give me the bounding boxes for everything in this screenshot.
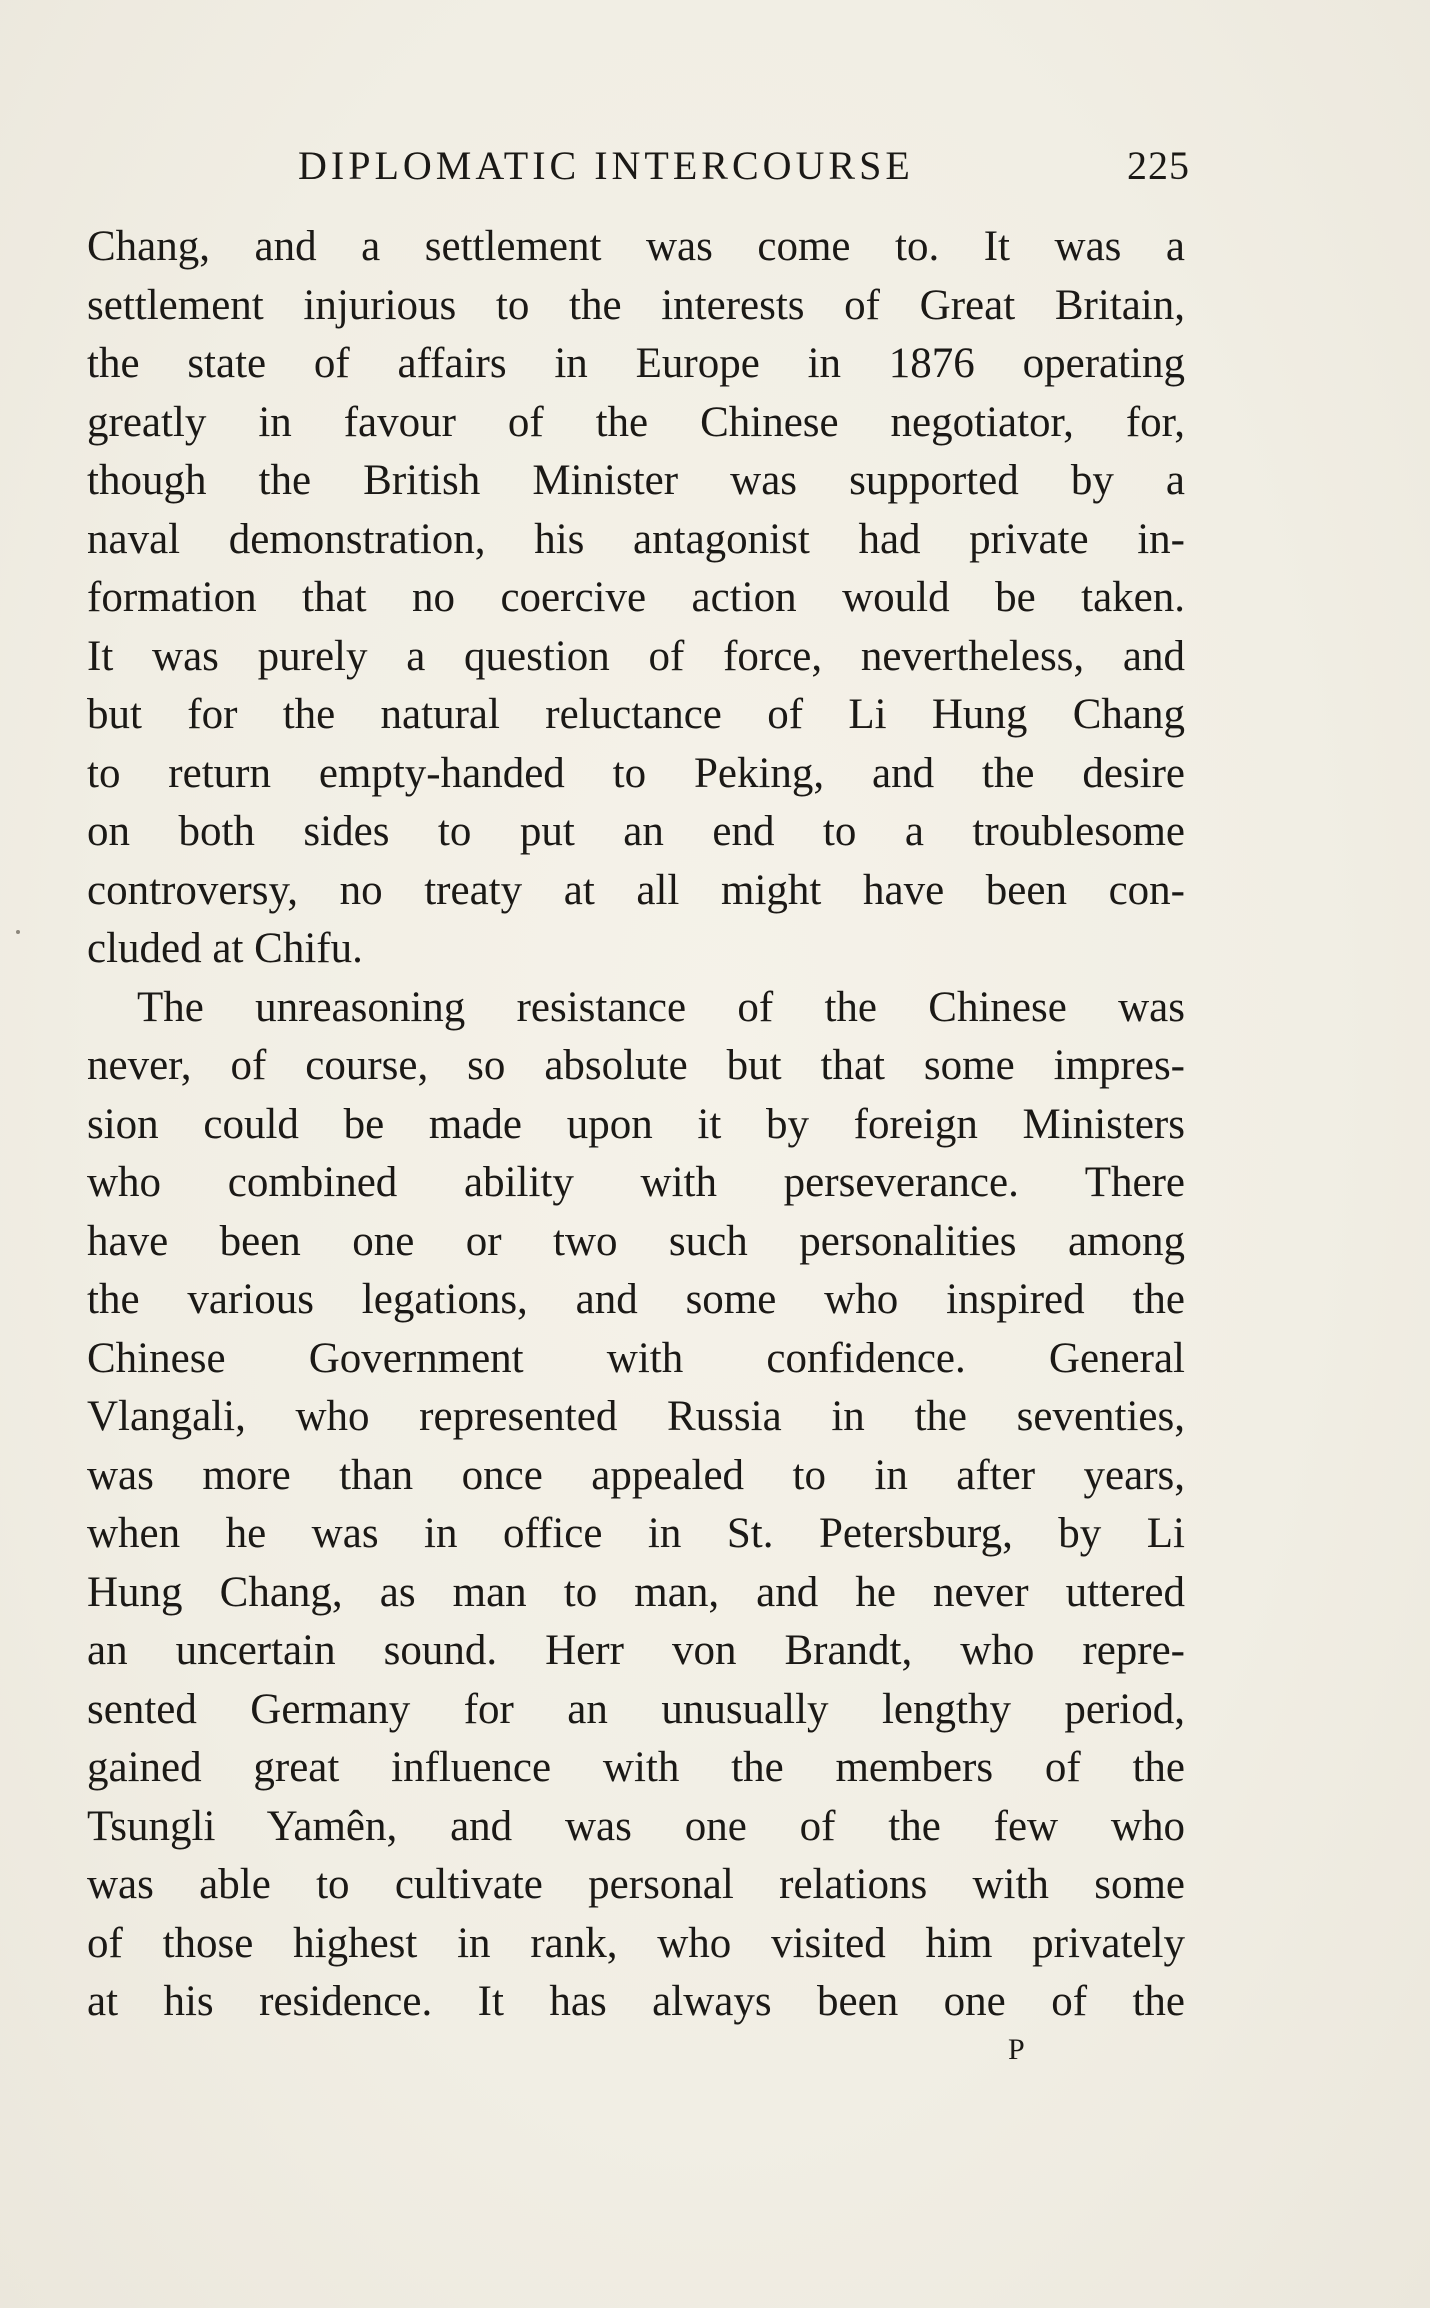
signature-mark: P: [1008, 2033, 1026, 2066]
text-line: gained great influence with the members of the: [87, 1744, 1185, 1791]
text-line: Hung Chang, as man to man, and he never uttered: [87, 1568, 1185, 1616]
text-line: greatly in favour of the Chinese negotiator, for,: [87, 398, 1185, 446]
text-line: never, of course, so absolute but that some impres-: [87, 1042, 1185, 1089]
text-line: when he was in office in St. Petersburg, by Li: [87, 1510, 1185, 1557]
body-text: [87, 218, 1185, 2032]
text-line: sented Germany for an unusually lengthy period,: [87, 1685, 1185, 1733]
margin-speck: [16, 930, 20, 934]
text-line: Chang, and a settlement was come to. It was a: [87, 223, 1185, 270]
text-line: Tsungli Yamên, and was one of the few who: [87, 1802, 1185, 1850]
text-line: to return empty-handed to Peking, and the desire: [87, 749, 1185, 797]
text-line: settlement injurious to the interests of Great Britain,: [87, 281, 1185, 329]
running-title: DIPLOMATIC INTERCOURSE: [298, 143, 914, 188]
text-line: formation that no coercive action would be taken.: [87, 574, 1185, 621]
text-line: though the British Minister was supported by a: [87, 457, 1185, 504]
text-line: controversy, no treaty at all might have been con-: [87, 866, 1185, 914]
text-line: naval demonstration, his antagonist had private in-: [87, 515, 1185, 563]
text-line: who combined ability with perseverance. There: [87, 1159, 1185, 1206]
text-line: Chinese Government with confidence. General: [87, 1334, 1185, 1382]
text-line: was more than once appealed to in after years,: [87, 1451, 1185, 1499]
text-line: an uncertain sound. Herr von Brandt, who repre-: [87, 1627, 1185, 1674]
text-line: The unreasoning resistance of the Chinese was: [137, 983, 1185, 1031]
text-line: of those highest in rank, who visited him privately: [87, 1919, 1185, 1967]
text-line: have been one or two such personalities among: [87, 1217, 1185, 1265]
text-line: the various legations, and some who inspired the: [87, 1276, 1185, 1323]
text-line: on both sides to put an end to a troublesome: [87, 808, 1185, 855]
text-line: was able to cultivate personal relations with some: [87, 1861, 1185, 1908]
text-line: cluded at Chifu.: [87, 925, 363, 972]
text-line: but for the natural reluctance of Li Hung Chang: [87, 691, 1185, 738]
text-line: sion could be made upon it by foreign Ministers: [87, 1100, 1185, 1148]
text-line: at his residence. It has always been one of the: [87, 1978, 1185, 2025]
text-line: It was purely a question of force, nevertheless, and: [87, 632, 1185, 680]
page-number: 225: [1127, 143, 1190, 188]
text-line: the state of affairs in Europe in 1876 operating: [87, 340, 1185, 387]
running-head: [298, 138, 1190, 194]
text-line: Vlangali, who represented Russia in the seventies,: [87, 1393, 1185, 1440]
